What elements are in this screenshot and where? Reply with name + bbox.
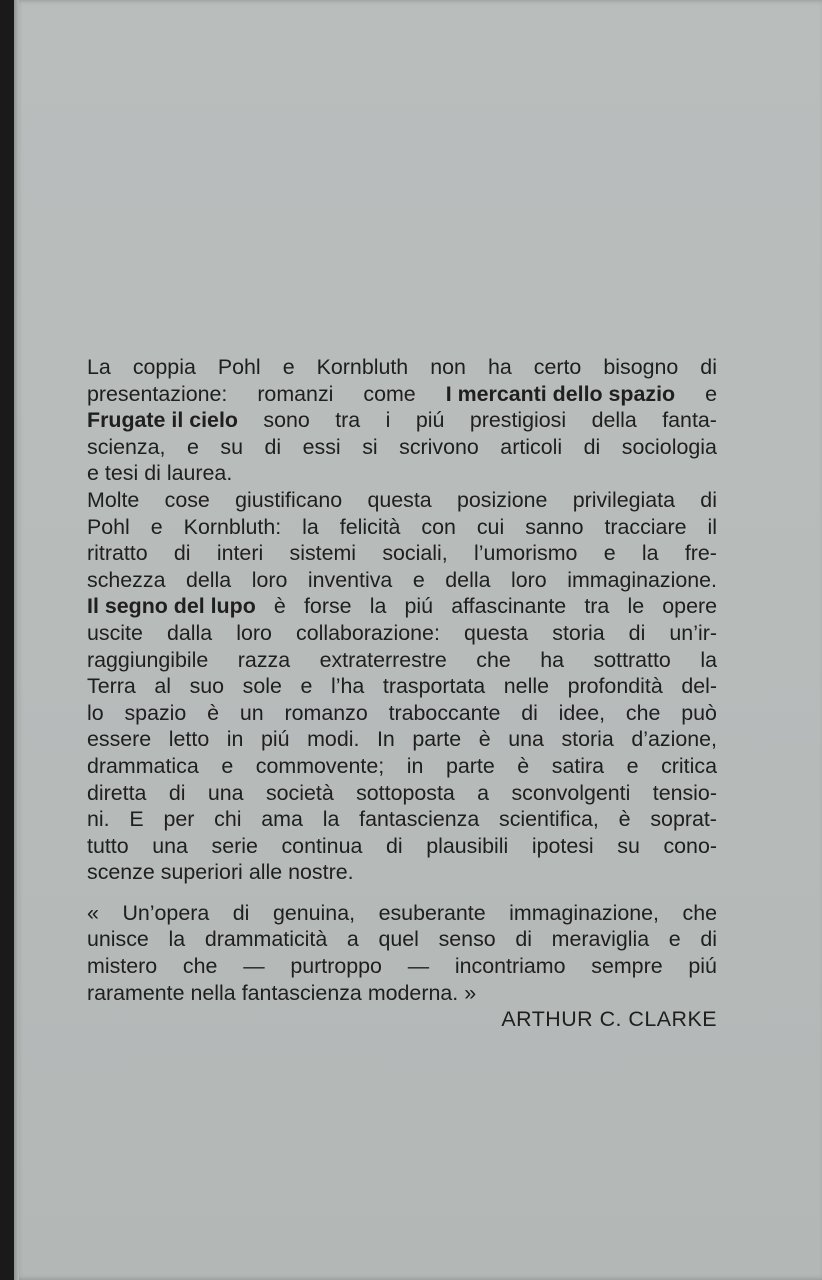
word: fanta- (662, 408, 717, 433)
word: scienza, (87, 434, 166, 459)
blurb-line (87, 514, 717, 541)
word: quel (378, 927, 419, 952)
word: privilegiata (572, 487, 675, 512)
word: ha (540, 647, 565, 672)
word: di (173, 541, 191, 566)
word: sistemi (289, 541, 357, 566)
word: piú (404, 594, 434, 619)
word: fantascienza (359, 807, 480, 832)
book-title-frugate: Frugate il cielo (87, 408, 238, 433)
word: che (625, 700, 661, 725)
word: di (264, 434, 282, 459)
word: dalla (166, 620, 213, 645)
word: l’umorismo (474, 541, 578, 566)
quote-attribution: ARTHUR C. CLARKE (501, 1007, 717, 1032)
word: al (154, 674, 171, 699)
blurb-line (87, 434, 717, 461)
word: Pohl (87, 514, 130, 539)
word: di (385, 833, 403, 858)
word: parte (445, 753, 495, 778)
word: è (517, 753, 530, 778)
word: la (168, 927, 186, 952)
word: di (168, 780, 186, 805)
word: opere (662, 594, 717, 619)
word: raramente (87, 980, 185, 1005)
word: forse (303, 594, 352, 619)
word: tesi (104, 461, 139, 486)
word: razza (237, 647, 291, 672)
word: questa (463, 620, 529, 645)
word: alle (248, 860, 283, 885)
word: extraterrestre (319, 647, 447, 672)
blurb-line (87, 407, 717, 434)
word: interi (216, 541, 264, 566)
word: inventiva (307, 567, 393, 592)
word: moderna. (367, 980, 459, 1005)
word: sconvolgenti (511, 780, 631, 805)
blurb-line (87, 726, 717, 753)
word: di (583, 434, 601, 459)
blurb-line: presentazione: romanzi come I mercanti dello spazio e (87, 381, 717, 406)
word: superiori (160, 860, 243, 885)
word: drammaticità (204, 927, 328, 952)
word: in (406, 753, 424, 778)
word: della (186, 567, 232, 592)
word: la (322, 807, 340, 832)
word: tensio- (652, 780, 717, 805)
word: spazio (124, 700, 187, 725)
word: prestigiosi (469, 408, 567, 433)
word: può (681, 700, 717, 725)
book-title-segno: Il segno del lupo (87, 594, 256, 619)
word: è (207, 700, 220, 725)
word: posizione (457, 487, 548, 512)
word: la (641, 541, 659, 566)
word: società (265, 780, 334, 805)
blurb-line (87, 487, 717, 514)
word: e (603, 541, 616, 566)
word: una (152, 833, 188, 858)
word: un (239, 700, 264, 725)
blurb-line (87, 567, 717, 594)
word: piú (688, 954, 717, 979)
word: e (282, 355, 295, 379)
word: e (668, 927, 681, 952)
word: Pohl (217, 355, 261, 379)
word: plausibili (426, 833, 509, 858)
blurb-line (87, 780, 717, 807)
word: è (618, 807, 631, 832)
word: ama (261, 807, 303, 832)
word: loro (511, 567, 547, 592)
word: piú (415, 408, 445, 433)
word: la (302, 514, 319, 539)
word: articoli (500, 434, 563, 459)
word: della (445, 567, 491, 592)
blurb-line (87, 700, 717, 727)
word: drammatica (87, 753, 199, 778)
word: essere (87, 727, 152, 752)
word: purtroppo (290, 954, 382, 979)
word: che (476, 647, 511, 672)
word: e (87, 461, 99, 486)
word: di (144, 461, 161, 486)
word: di (521, 700, 538, 725)
word: affascinante (451, 594, 567, 619)
word: giustificano (235, 487, 343, 512)
word: sole (242, 674, 282, 699)
word: di (232, 900, 250, 925)
book-title-mercanti: I mercanti dello spazio (445, 381, 676, 406)
word: bisogno (603, 355, 679, 379)
word: della (591, 408, 637, 433)
word: un’ir- (669, 620, 717, 645)
word: incontriamo (454, 954, 566, 979)
word: collaborazione: (296, 620, 440, 645)
word: non (430, 355, 466, 379)
word: loro (251, 567, 288, 592)
word: fantascienza (241, 980, 362, 1005)
word: tutto (87, 833, 129, 858)
blurb-line (87, 647, 717, 674)
word: di (628, 620, 646, 645)
word: sottratto (593, 647, 671, 672)
word: e (412, 567, 425, 592)
word: meraviglia (551, 927, 650, 952)
word: tra (584, 594, 610, 619)
word: tracciare (604, 514, 687, 539)
word: genuina, (272, 900, 356, 925)
word: che (182, 954, 218, 979)
word: nostre. (288, 860, 354, 885)
word: schezza (87, 567, 166, 592)
blurb-line (87, 673, 717, 700)
word: ha (487, 355, 512, 379)
word: per (163, 807, 195, 832)
word: cui (476, 514, 505, 539)
word: senso (438, 927, 496, 952)
word: uscite (87, 620, 143, 645)
word: su (220, 434, 243, 459)
blurb-line (87, 540, 717, 567)
word: mistero (87, 954, 158, 979)
word: tra (335, 408, 361, 433)
word: scrivono (399, 434, 479, 459)
word: ni. (87, 807, 110, 832)
word: questa (367, 487, 432, 512)
word: « (87, 900, 99, 925)
word: immaginazione, (509, 900, 659, 925)
word: letto (168, 727, 210, 752)
word: — (243, 954, 265, 979)
word: con (421, 514, 456, 539)
word: unisce (87, 927, 149, 952)
word: e (186, 434, 199, 459)
spine-edge (14, 0, 19, 1280)
word: lo (87, 700, 104, 725)
word: — (407, 954, 430, 979)
word: è (273, 594, 286, 619)
word: modi. (307, 727, 360, 752)
word: Molte (87, 487, 140, 512)
word: a (346, 927, 359, 952)
blurb-line (87, 753, 717, 780)
paragraph-gap (87, 886, 717, 900)
word: chi (214, 807, 242, 832)
word: il (707, 514, 717, 539)
word: sottoposta (356, 780, 455, 805)
quote-line (87, 926, 717, 953)
word: che (682, 900, 717, 925)
word: diretta (87, 780, 147, 805)
word: loro (236, 620, 272, 645)
word: felicità (339, 514, 401, 539)
word: profondità (567, 674, 663, 699)
word: immaginazione. (567, 567, 717, 592)
word: sanno (525, 514, 584, 539)
word: La (87, 355, 111, 379)
word: scientifica, (499, 807, 599, 832)
word: coppia (132, 355, 196, 379)
word: storia (552, 620, 605, 645)
word: del- (681, 674, 717, 699)
word: la (700, 647, 717, 672)
blurb-line (87, 593, 717, 620)
word: parte (412, 727, 462, 752)
word: e (150, 514, 163, 539)
word: serie (211, 833, 258, 858)
word: la (369, 594, 387, 619)
word: e (300, 674, 313, 699)
word: laurea. (166, 461, 233, 486)
word: e (221, 753, 234, 778)
word: certo (533, 355, 582, 379)
word: trasportata (382, 674, 486, 699)
word: nella (190, 980, 236, 1005)
word: critica (661, 753, 717, 778)
word: Kornbluth: (183, 514, 282, 539)
word: soprat- (650, 807, 717, 832)
word: una (508, 727, 544, 752)
word: presentazione: (87, 381, 228, 406)
word: di (700, 355, 717, 379)
blurb-line (87, 620, 717, 647)
word: E (129, 807, 144, 832)
word: In (376, 727, 395, 752)
word: Kornbluth (316, 355, 409, 379)
word: cono- (663, 833, 717, 858)
word: cose (164, 487, 210, 512)
word: come (363, 381, 416, 406)
word: di (515, 927, 532, 952)
word: romanzi (257, 381, 334, 406)
blurb-line (87, 833, 717, 860)
word: e (626, 753, 639, 778)
word: scenze (87, 860, 155, 885)
word: una (207, 780, 244, 805)
blurb-text (87, 354, 717, 1033)
word: Un’opera (122, 900, 210, 925)
word: traboccante (388, 700, 501, 725)
word: ritratto (87, 541, 148, 566)
word: sono (263, 408, 310, 433)
word: i (385, 408, 391, 433)
word: suo (189, 674, 225, 699)
word: sociali, (382, 541, 448, 566)
word: in (226, 727, 244, 752)
word: sempre (591, 954, 663, 979)
word: ipotesi (531, 833, 594, 858)
word: commovente; (255, 753, 385, 778)
word: » (464, 980, 477, 1005)
blurb-line (87, 806, 717, 833)
word: le (627, 594, 645, 619)
word: d’azione, (631, 727, 717, 752)
quote-line (87, 953, 717, 980)
word: esuberante (378, 900, 486, 925)
word: idee, (558, 700, 606, 725)
word: Terra (87, 674, 136, 699)
word: di (700, 927, 717, 952)
word: piú (261, 727, 290, 752)
word: satira (551, 753, 605, 778)
word: continua (281, 833, 363, 858)
word: si (362, 434, 378, 459)
word: nelle (503, 674, 549, 699)
word: raggiungibile (87, 647, 209, 672)
quote-line (87, 980, 717, 1007)
word: storia (561, 727, 614, 752)
blurb-line (87, 460, 717, 487)
blurb-line (87, 354, 717, 381)
quote-line (87, 900, 717, 927)
blurb-line (87, 859, 717, 886)
word: romanzo (284, 700, 368, 725)
word: essi (302, 434, 341, 459)
word: di (700, 487, 717, 512)
word: a (477, 780, 490, 805)
word: è (478, 727, 491, 752)
word: su (617, 833, 640, 858)
word: fre- (684, 541, 717, 566)
word: sociologia (621, 434, 717, 459)
word: l’ha (331, 674, 365, 699)
